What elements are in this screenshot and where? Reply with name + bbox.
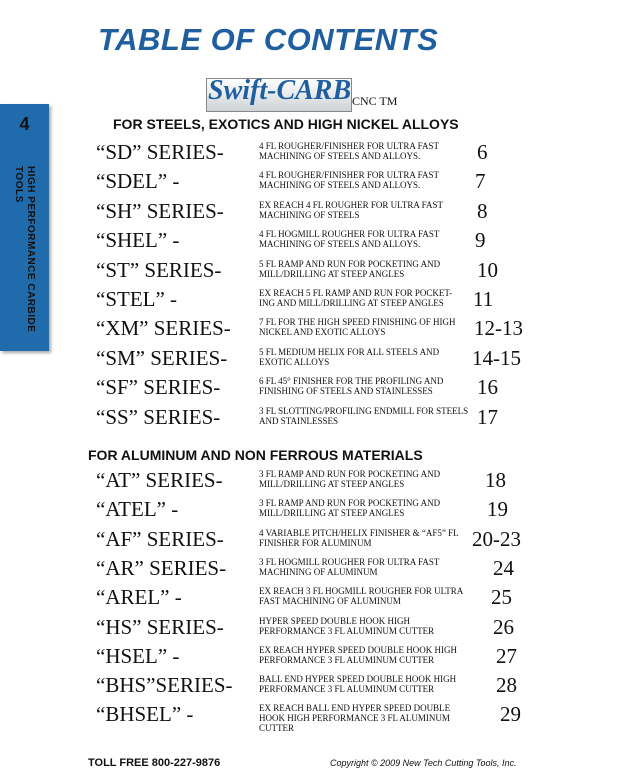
series-name: “BHSEL” - [96,702,194,727]
series-name: “BHS”SERIES- [96,673,233,698]
toc-row[interactable] [0,316,621,344]
page-number: 28 [496,673,517,698]
page-number: 27 [496,643,517,668]
page-number: 10 [477,257,498,282]
series-description: EX REACH BALL END HYPER SPEED DOUBLE HOOK HIGH PERFORMANCE 3 FL ALUMINUM CUTTER [259,703,451,734]
series-description: 3 FL RAMP AND RUN FOR POCKETING AND MILL/DRILLING AT STEEP ANGLES [259,498,441,519]
section-heading: FOR STEELS, EXOTICS AND HIGH NICKEL ALLOYS [113,116,459,132]
series-name: “SM” SERIES- [96,345,228,370]
series-description: 4 FL ROUGHER/FINISHER FOR ULTRA FAST MACHINING OF STEELS AND ALLOYS. [259,170,439,191]
toc-row[interactable] [0,585,621,613]
toc-row[interactable] [0,375,621,403]
series-name: “STEL” - [96,287,178,311]
page-number: 18 [485,468,506,492]
series-name: “AF” SERIES- [96,526,224,551]
toc-row[interactable] [0,346,621,374]
series-name: “AT” SERIES- [96,468,223,492]
page-title: TABLE OF CONTENTS [98,22,439,57]
toc-row[interactable] [0,468,621,496]
series-description: EX REACH HYPER SPEED DOUBLE HOOK HIGH PERFORMANCE 3 FL ALUMINUM CUTTER [259,644,457,665]
series-description: 3 FL RAMP AND RUN FOR POCKETING AND MILL/DRILLING AT STEEP ANGLES [259,469,441,489]
toc-row[interactable] [0,644,621,672]
chapter-number: 4 [19,114,30,134]
toc-row[interactable] [0,199,621,227]
page-number: 7 [475,169,486,194]
chapter-label: HIGH PERFORMANCE CARBIDE TOOLS [13,166,36,333]
toc-row[interactable] [0,169,621,197]
toc-row[interactable] [0,615,621,643]
page-number: 16 [477,375,498,400]
page-number: 19 [487,497,508,522]
toc-row[interactable] [0,258,621,286]
logo-suffix: CNC TM [352,94,398,108]
series-name: “XM” SERIES- [96,316,231,341]
toc-row[interactable] [0,287,621,315]
series-name: “SD” SERIES- [96,140,224,164]
series-name: “SH” SERIES- [96,198,224,223]
series-name: “ST” SERIES- [96,257,222,282]
toc-row[interactable] [0,556,621,584]
toc-row[interactable] [0,527,621,555]
page-number: 9 [475,228,486,253]
series-description: 3 FL SLOTTING/PROFILING ENDMILL FOR STEELS AND STAINLESSES [259,405,469,426]
toc-row[interactable] [0,497,621,525]
series-name: “HS” SERIES- [96,614,224,639]
series-name: “AR” SERIES- [96,555,227,580]
section-heading: FOR ALUMINUM AND NON FERROUS MATERIALS [88,447,423,463]
series-description: BALL END HYPER SPEED DOUBLE HOOK HIGH PERFORMANCE 3 FL ALUMINUM CUTTER [259,674,457,695]
toll-free-number: TOLL FREE 800-227-9876 [88,757,221,769]
page-number: 29 [500,702,521,727]
series-description: 5 FL MEDIUM HELIX FOR ALL STEELS AND EXOTIC ALLOYS [259,346,440,367]
page-number: 6 [477,140,488,164]
series-description: EX REACH 4 FL ROUGHER FOR ULTRA FAST MACHINING OF STEELS [259,199,443,220]
page-number: 25 [491,585,512,610]
page-number: 20-23 [472,526,521,551]
page-number: 26 [493,614,514,639]
series-description: EX REACH 5 FL RAMP AND RUN FOR POCKET- ING AND MILL/DRILLING AT STEEP ANGLES [259,288,453,308]
toc-row[interactable] [0,673,621,701]
series-name: “AREL” - [96,585,182,610]
series-name: “SDEL” - [96,169,180,194]
copyright-notice: Copyright © 2009 New Tech Cutting Tools, Inc. [330,758,517,768]
series-description: HYPER SPEED DOUBLE HOOK HIGH PERFORMANCE 3 FL ALUMINUM CUTTER [259,615,435,636]
page-number: 14-15 [472,345,521,370]
series-name: “ATEL” - [96,497,179,522]
series-description: 5 FL RAMP AND RUN FOR POCKETING AND MILL/DRILLING AT STEEP ANGLES [259,258,441,279]
page-number: 8 [477,198,488,223]
series-name: “SF” SERIES- [96,375,221,400]
swift-carb-logo [206,75,399,112]
series-name: “SS” SERIES- [96,404,221,429]
page-number: 17 [477,404,498,429]
series-name: “HSEL” - [96,643,180,668]
toc-row[interactable] [0,228,621,256]
series-description: 4 FL ROUGHER/FINISHER FOR ULTRA FAST MACHINING OF STEELS AND ALLOYS. [259,141,439,161]
page-number: 11 [473,287,494,311]
series-description: EX REACH 3 FL HOGMILL ROUGHER FOR ULTRA FAST MACHINING OF ALUMINUM [259,586,463,607]
series-description: 3 FL HOGMILL ROUGHER FOR ULTRA FAST MACHINING OF ALUMINUM [259,556,440,577]
toc-row[interactable] [0,140,621,168]
page-number: 12-13 [474,316,523,341]
logo-name: Swift-CARB [208,75,352,106]
series-description: 4 VARIABLE PITCH/HELIX FINISHER & “AF5” FL FINISHER FOR ALUMINUM [259,527,459,548]
toc-row[interactable] [0,702,621,734]
series-name: “SHEL” - [96,228,180,253]
series-description: 4 FL HOGMILL ROUGHER FOR ULTRA FAST MACHINING OF STEELS AND ALLOYS. [259,229,440,250]
toc-row[interactable] [0,405,621,433]
series-description: 7 FL FOR THE HIGH SPEED FINISHING OF HIGH NICKEL AND EXOTIC ALLOYS [259,317,456,338]
series-description: 6 FL 45° FINISHER FOR THE PROFILING AND FINISHING OF STEELS AND STAINLESSES [259,376,444,397]
page-number: 24 [493,555,514,580]
